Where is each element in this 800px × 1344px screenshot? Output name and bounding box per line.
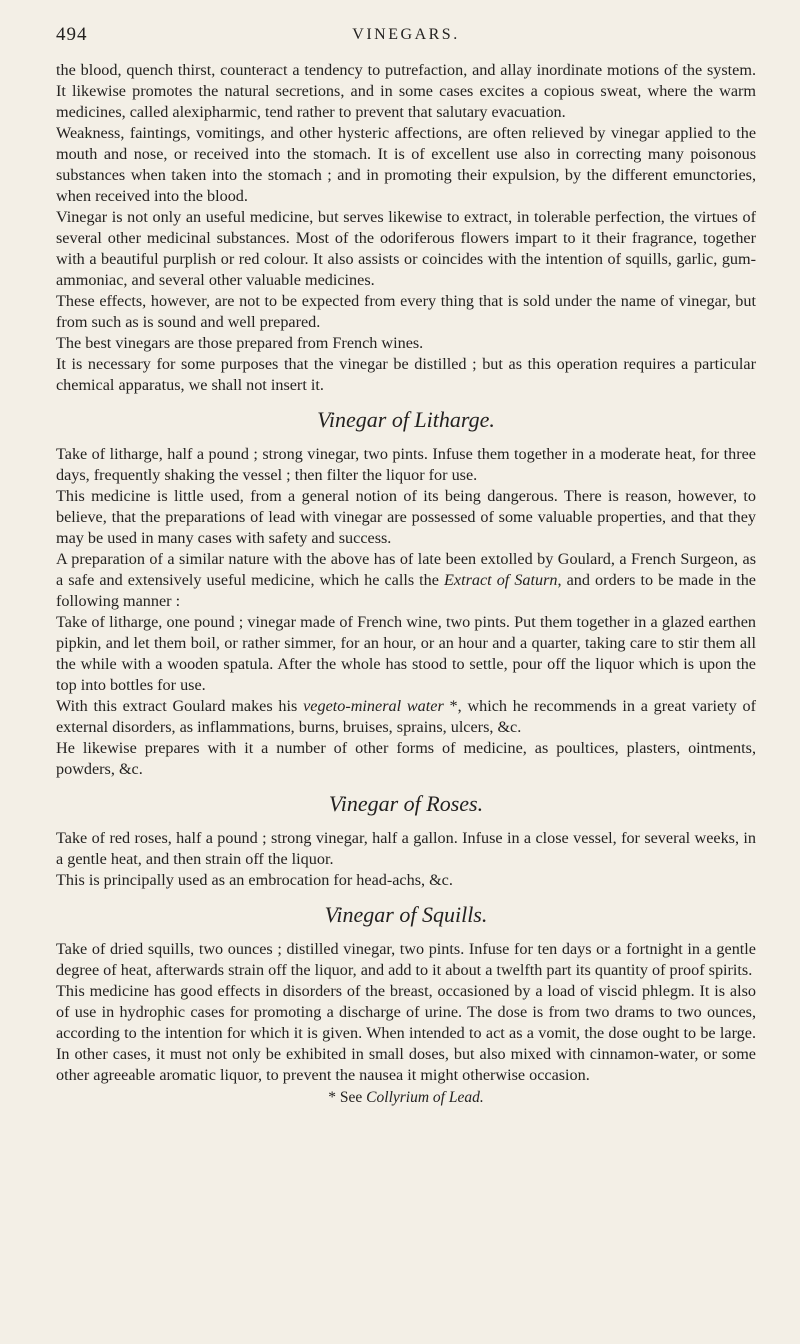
paragraph: This medicine has good effects in disorders of the breast, occasioned by a load of viscid phlegm. It is also of use in hydrophic cases for promoting a discharge of urine. The dose is from two drams to two ounces, according to the intention for which it is given. When intended to act as a vomit, the dose ought to be large. In other cases, it must not only be exhibited in small doses, but also mixed with cinnamon-water, or some other agreeable aromatic liquor, to prevent the nausea it might otherwise occasion. [56,982,756,1084]
paragraph [56,549,756,612]
paragraph: Take of litharge, half a pound ; strong vinegar, two pints. Infuse them together in a moderate heat, for three days, frequently shaking the vessel ; then filter the liquor for use. [56,445,756,484]
paragraph: Take of red roses, half a pound ; strong vinegar, half a gallon. Infuse in a close vessel, for several weeks, in a gentle heat, and then strain off the liquor. [56,829,756,868]
paragraph: It is necessary for some purposes that the vinegar be distilled ; but as this operation requires a particular chemical apparatus, we shall not insert it. [56,355,756,394]
paragraph: Weakness, faintings, vomitings, and other hysteric affections, are often relieved by vinegar applied to the mouth and nose, or received into the stomach. It is of excellent use also in correcting many poisonous substances when taken into the stomach ; and in promoting their expulsion, by the different emunctories, when received into the blood. [56,124,756,205]
italic-term: Extract of Saturn [444,571,558,589]
paragraph: Take of litharge, one pound ; vinegar made of French wine, two pints. Put them together in a glazed earthen pipkin, and let them boil, or rather simmer, for an hour, or an hour and a quarter, taking care to stir them all the while with a wooden spatula. After the whole has stood to settle, pour off the liquor which is upon the top into bottles for use. [56,613,756,694]
page-number: 494 [56,24,88,45]
text-run: *, which he recommends in a great variety of external disorders, as inflammations, burns, bruises, sprains, ulcers, &c. [56,697,756,736]
footnote-reference: Collyrium of Lead. [366,1089,484,1106]
footnote [56,1088,756,1108]
section-heading-roses: Vinegar of Roses. [328,791,484,816]
section-heading-litharge: Vinegar of Litharge. [317,407,495,432]
paragraph: This medicine is little used, from a general notion of its being dangerous. There is reason, however, to believe, that the preparations of lead with vinegar are possessed of some valuable properties, and that they may be used in many cases with safety and success. [56,487,756,547]
paragraph: He likewise prepares with it a number of other forms of medicine, as poultices, plasters, ointments, powders, &c. [56,739,756,778]
paragraph: the blood, quench thirst, counteract a tendency to putrefaction, and allay inordinate motions of the system. It likewise promotes the natural secretions, and in some cases excites a copious sweat, where the warm medicines, called alexipharmic, tend rather to prevent that salutary evacuation. [56,61,756,121]
running-title: VINEGARS. [352,26,460,43]
text-run: With this extract Goulard makes his [56,697,304,715]
paragraph: Vinegar is not only an useful medicine, but serves likewise to extract, in tolerable perfection, the virtues of several other medicinal substances. Most of the odoriferous flowers impart to it their fragrance, together with a beautiful purplish or red colour. It also assists or coincides with the intention of squills, garlic, gum-ammoniac, and several other valuable medicines. [56,208,756,289]
running-head [56,0,756,60]
paragraph: Take of dried squills, two ounces ; distilled vinegar, two pints. Infuse for ten days or a fortnight in a gentle degree of heat, afterwards strain off the liquor, and add to it about a twelfth part its quantity of proof spirits. [56,940,756,979]
paragraph: The best vinegars are those prepared from French wines. [56,334,424,352]
section-heading-squills: Vinegar of Squills. [324,902,488,927]
paragraph: This is principally used as an embrocation for head-achs, &c. [56,871,453,889]
body-text [56,60,756,1108]
text-run: , and orders to be made in the following manner : [56,571,756,610]
paragraph: These effects, however, are not to be expected from every thing that is sold under the name of vinegar, but from such as is sound and well prepared. [56,292,756,331]
italic-term: vegeto-mineral water [303,697,444,715]
text-run: A preparation of a similar nature with the above has of late been extolled by Goulard, a French Surgeon, as a safe and extensively useful medicine, which he calls the [56,550,756,589]
footnote-marker: * See [328,1089,367,1106]
paragraph [56,696,756,738]
